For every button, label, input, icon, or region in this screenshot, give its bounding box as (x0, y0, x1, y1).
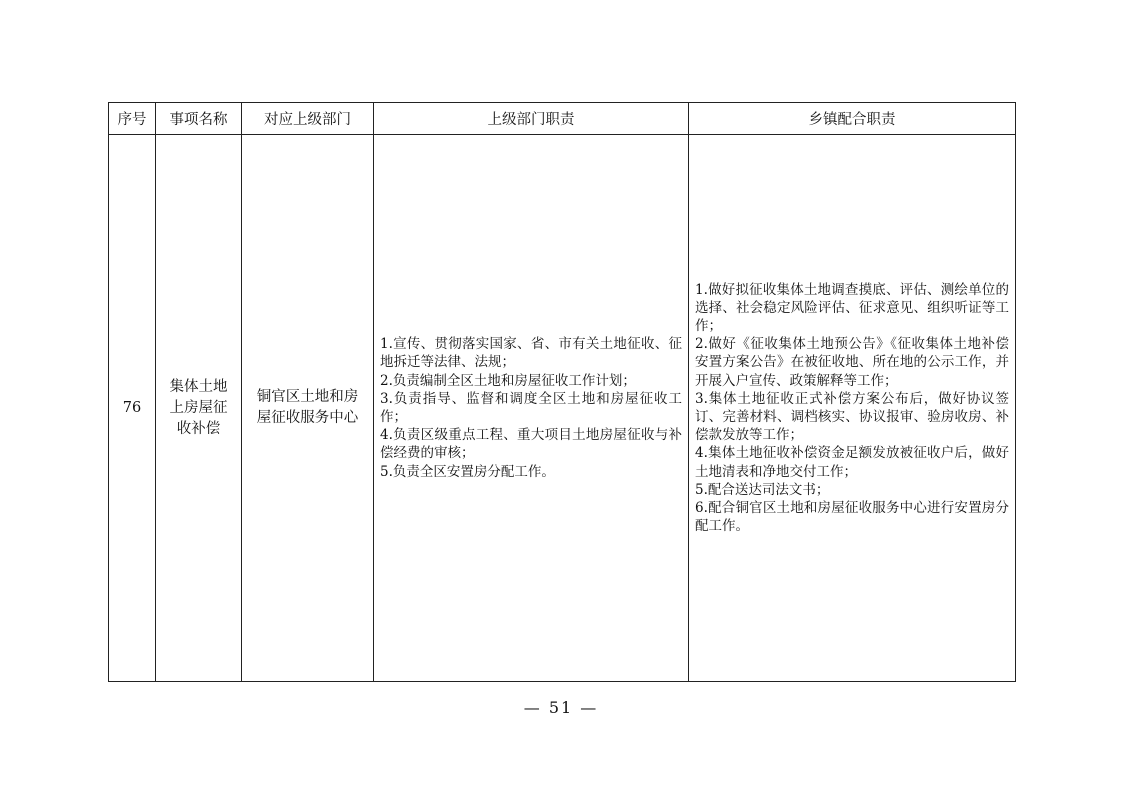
township-duty-item: 2.做好《征收集体土地预公告》《征收集体土地补偿安置方案公告》在被征收地、所在地的公示工作，并开展入户宣传、政策解释等工作； (695, 336, 1009, 389)
header-township-duty: 乡镇配合职责 (689, 103, 1016, 135)
page-number: — 51 — (523, 698, 599, 717)
item-name-line: 集体土地 (169, 378, 228, 395)
township-duty-item: 3.集体土地征收正式补偿方案公布后，做好协议签订、完善材料、调档核实、协议报审、验房收房、补偿款发放等工作； (695, 390, 1009, 444)
superior-duty-list (374, 335, 688, 481)
header-superior-duty: 上级部门职责 (374, 103, 689, 135)
cell-township-duty (689, 135, 1016, 682)
item-name-line: 上房屋征 (169, 399, 228, 416)
cell-seq: 76 (109, 135, 156, 682)
superior-duty-item: 1.宣传、贯彻落实国家、省、市有关土地征收、征地拆迁等法律、法规； (380, 336, 682, 371)
cell-superior-duty (374, 135, 689, 682)
superior-dept-line: 铜官区土地和房 (256, 389, 359, 405)
township-duty-item: 4.集体土地征收补偿资金足额发放被征收户后，做好土地清表和净地交付工作； (695, 445, 1009, 480)
township-duty-list (689, 281, 1015, 536)
table-row (109, 135, 1016, 682)
header-item-name: 事项名称 (156, 103, 242, 135)
superior-duty-item: 2.负责编制全区土地和房屋征收工作计划； (380, 372, 636, 389)
cell-superior-dept (242, 135, 374, 682)
township-duty-item: 6.配合铜官区土地和房屋征收服务中心进行安置房分配工作。 (695, 500, 1009, 535)
superior-duty-item: 3.负责指导、监督和调度全区土地和房屋征收工作； (380, 390, 682, 425)
cell-item-name (156, 135, 242, 682)
township-duty-item: 1.做好拟征收集体土地调查摸底、评估、测绘单位的选择、社会稳定风险评估、征求意见、组织听证等工作； (695, 281, 1009, 334)
superior-duty-item: 4.负责区级重点工程、重大项目土地房屋征收与补偿经费的审核； (380, 427, 682, 462)
item-name-line: 收补偿 (176, 420, 221, 437)
township-duty-item: 5.配合送达司法文书； (695, 481, 830, 498)
header-superior-dept: 对应上级部门 (242, 103, 374, 135)
header-seq: 序号 (109, 103, 156, 135)
superior-duty-item: 5.负责全区安置房分配工作。 (380, 463, 555, 480)
table-header-row (109, 103, 1016, 135)
duty-table (108, 102, 1016, 682)
superior-dept-line: 屋征收服务中心 (256, 410, 359, 426)
